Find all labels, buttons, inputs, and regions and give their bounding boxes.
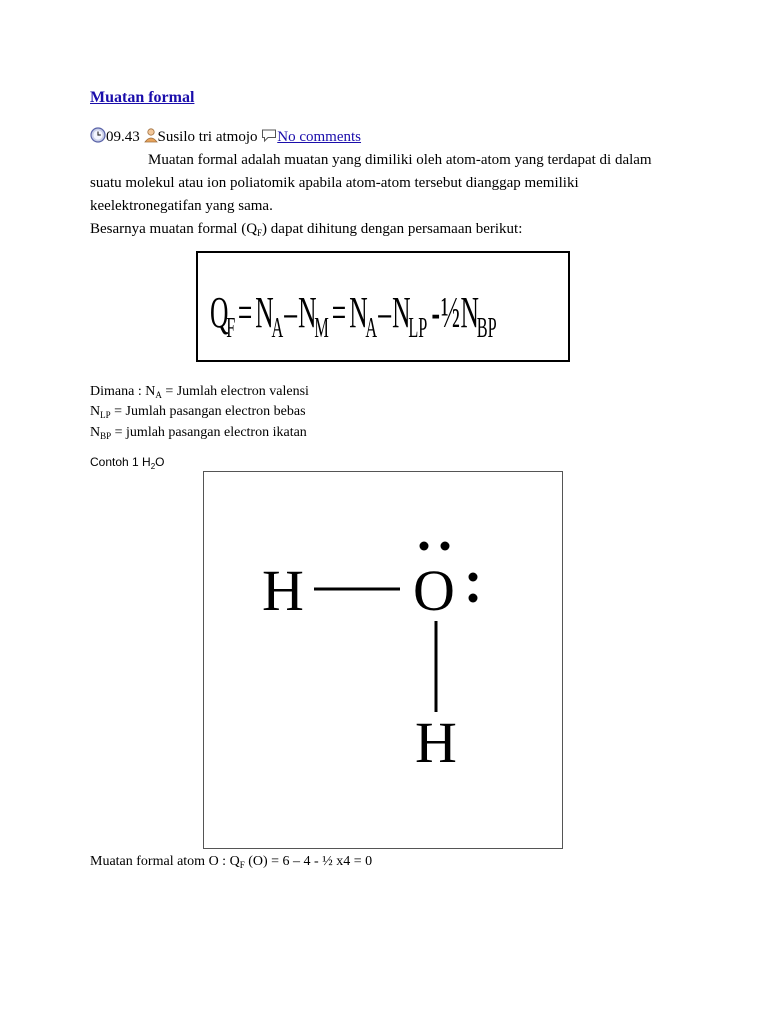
atom-o: O bbox=[413, 558, 455, 623]
clock-icon bbox=[90, 127, 106, 148]
svg-text:N: N bbox=[349, 287, 368, 337]
svg-text:–: – bbox=[284, 287, 298, 337]
lewis-structure-figure bbox=[203, 471, 563, 849]
post-time: 09.43 bbox=[106, 129, 140, 145]
paragraph-line: Muatan formal adalah muatan yang dimiliki oleh atom-atom yang terdapat di dalam bbox=[148, 152, 652, 168]
definition-nlp: $N_{LP}$ = Jumlah pasangan electron bebas bbox=[90, 404, 306, 420]
lone-pair-dot bbox=[469, 594, 478, 603]
paragraph-line: suatu molekul atau ion poliatomik apabila atom-atom tersebut dianggap memiliki bbox=[90, 175, 579, 191]
post-author: Susilo tri atmojo bbox=[157, 129, 258, 145]
svg-text:N: N bbox=[298, 287, 317, 337]
svg-text:BP: BP bbox=[476, 312, 497, 344]
svg-text:½: ½ bbox=[440, 287, 460, 337]
lone-pair-dot bbox=[441, 542, 450, 551]
comment-icon bbox=[261, 127, 277, 148]
svg-text:=: = bbox=[237, 287, 253, 337]
definition-na: Dimana : $N_A$ = Jumlah electron valensi bbox=[90, 384, 309, 400]
svg-text:–: – bbox=[378, 287, 391, 337]
svg-text:N: N bbox=[392, 287, 411, 337]
svg-text:A: A bbox=[271, 312, 284, 344]
result-line: Muatan formal atom O : $Q_F$ (O) = 6 – 4 - ½ x4 = 0 bbox=[90, 854, 373, 870]
svg-text:N: N bbox=[460, 287, 479, 337]
equation-box bbox=[196, 251, 570, 362]
author-icon bbox=[144, 127, 158, 148]
post-title[interactable]: Muatan formal bbox=[90, 89, 195, 106]
atom-h-bottom: H bbox=[415, 710, 457, 775]
definition-nbp: $N_{BP}$ = jumlah pasangan electron ikatan bbox=[90, 425, 307, 441]
svg-text:M: M bbox=[314, 312, 329, 344]
svg-text:=: = bbox=[331, 287, 347, 337]
svg-text:A: A bbox=[365, 312, 378, 344]
svg-text:F: F bbox=[226, 312, 236, 344]
svg-text:N: N bbox=[255, 287, 274, 337]
example-label: Contoh 1 $H_2O$ bbox=[90, 455, 165, 471]
atom-h-left: H bbox=[262, 558, 304, 623]
lone-pair-dot bbox=[469, 573, 478, 582]
paragraph-line: keelektronegatifan yang sama. bbox=[90, 198, 273, 214]
paragraph-line: Besarnya muatan formal $(Q_F)$ dapat dihitung dengan persamaan berikut: bbox=[90, 221, 523, 238]
svg-text:-: - bbox=[431, 287, 441, 337]
post-meta bbox=[90, 127, 361, 148]
eq-q: Q bbox=[210, 287, 229, 337]
comments-link[interactable]: No comments bbox=[277, 129, 362, 145]
svg-text:LP: LP bbox=[408, 312, 428, 344]
lone-pair-dot bbox=[420, 542, 429, 551]
